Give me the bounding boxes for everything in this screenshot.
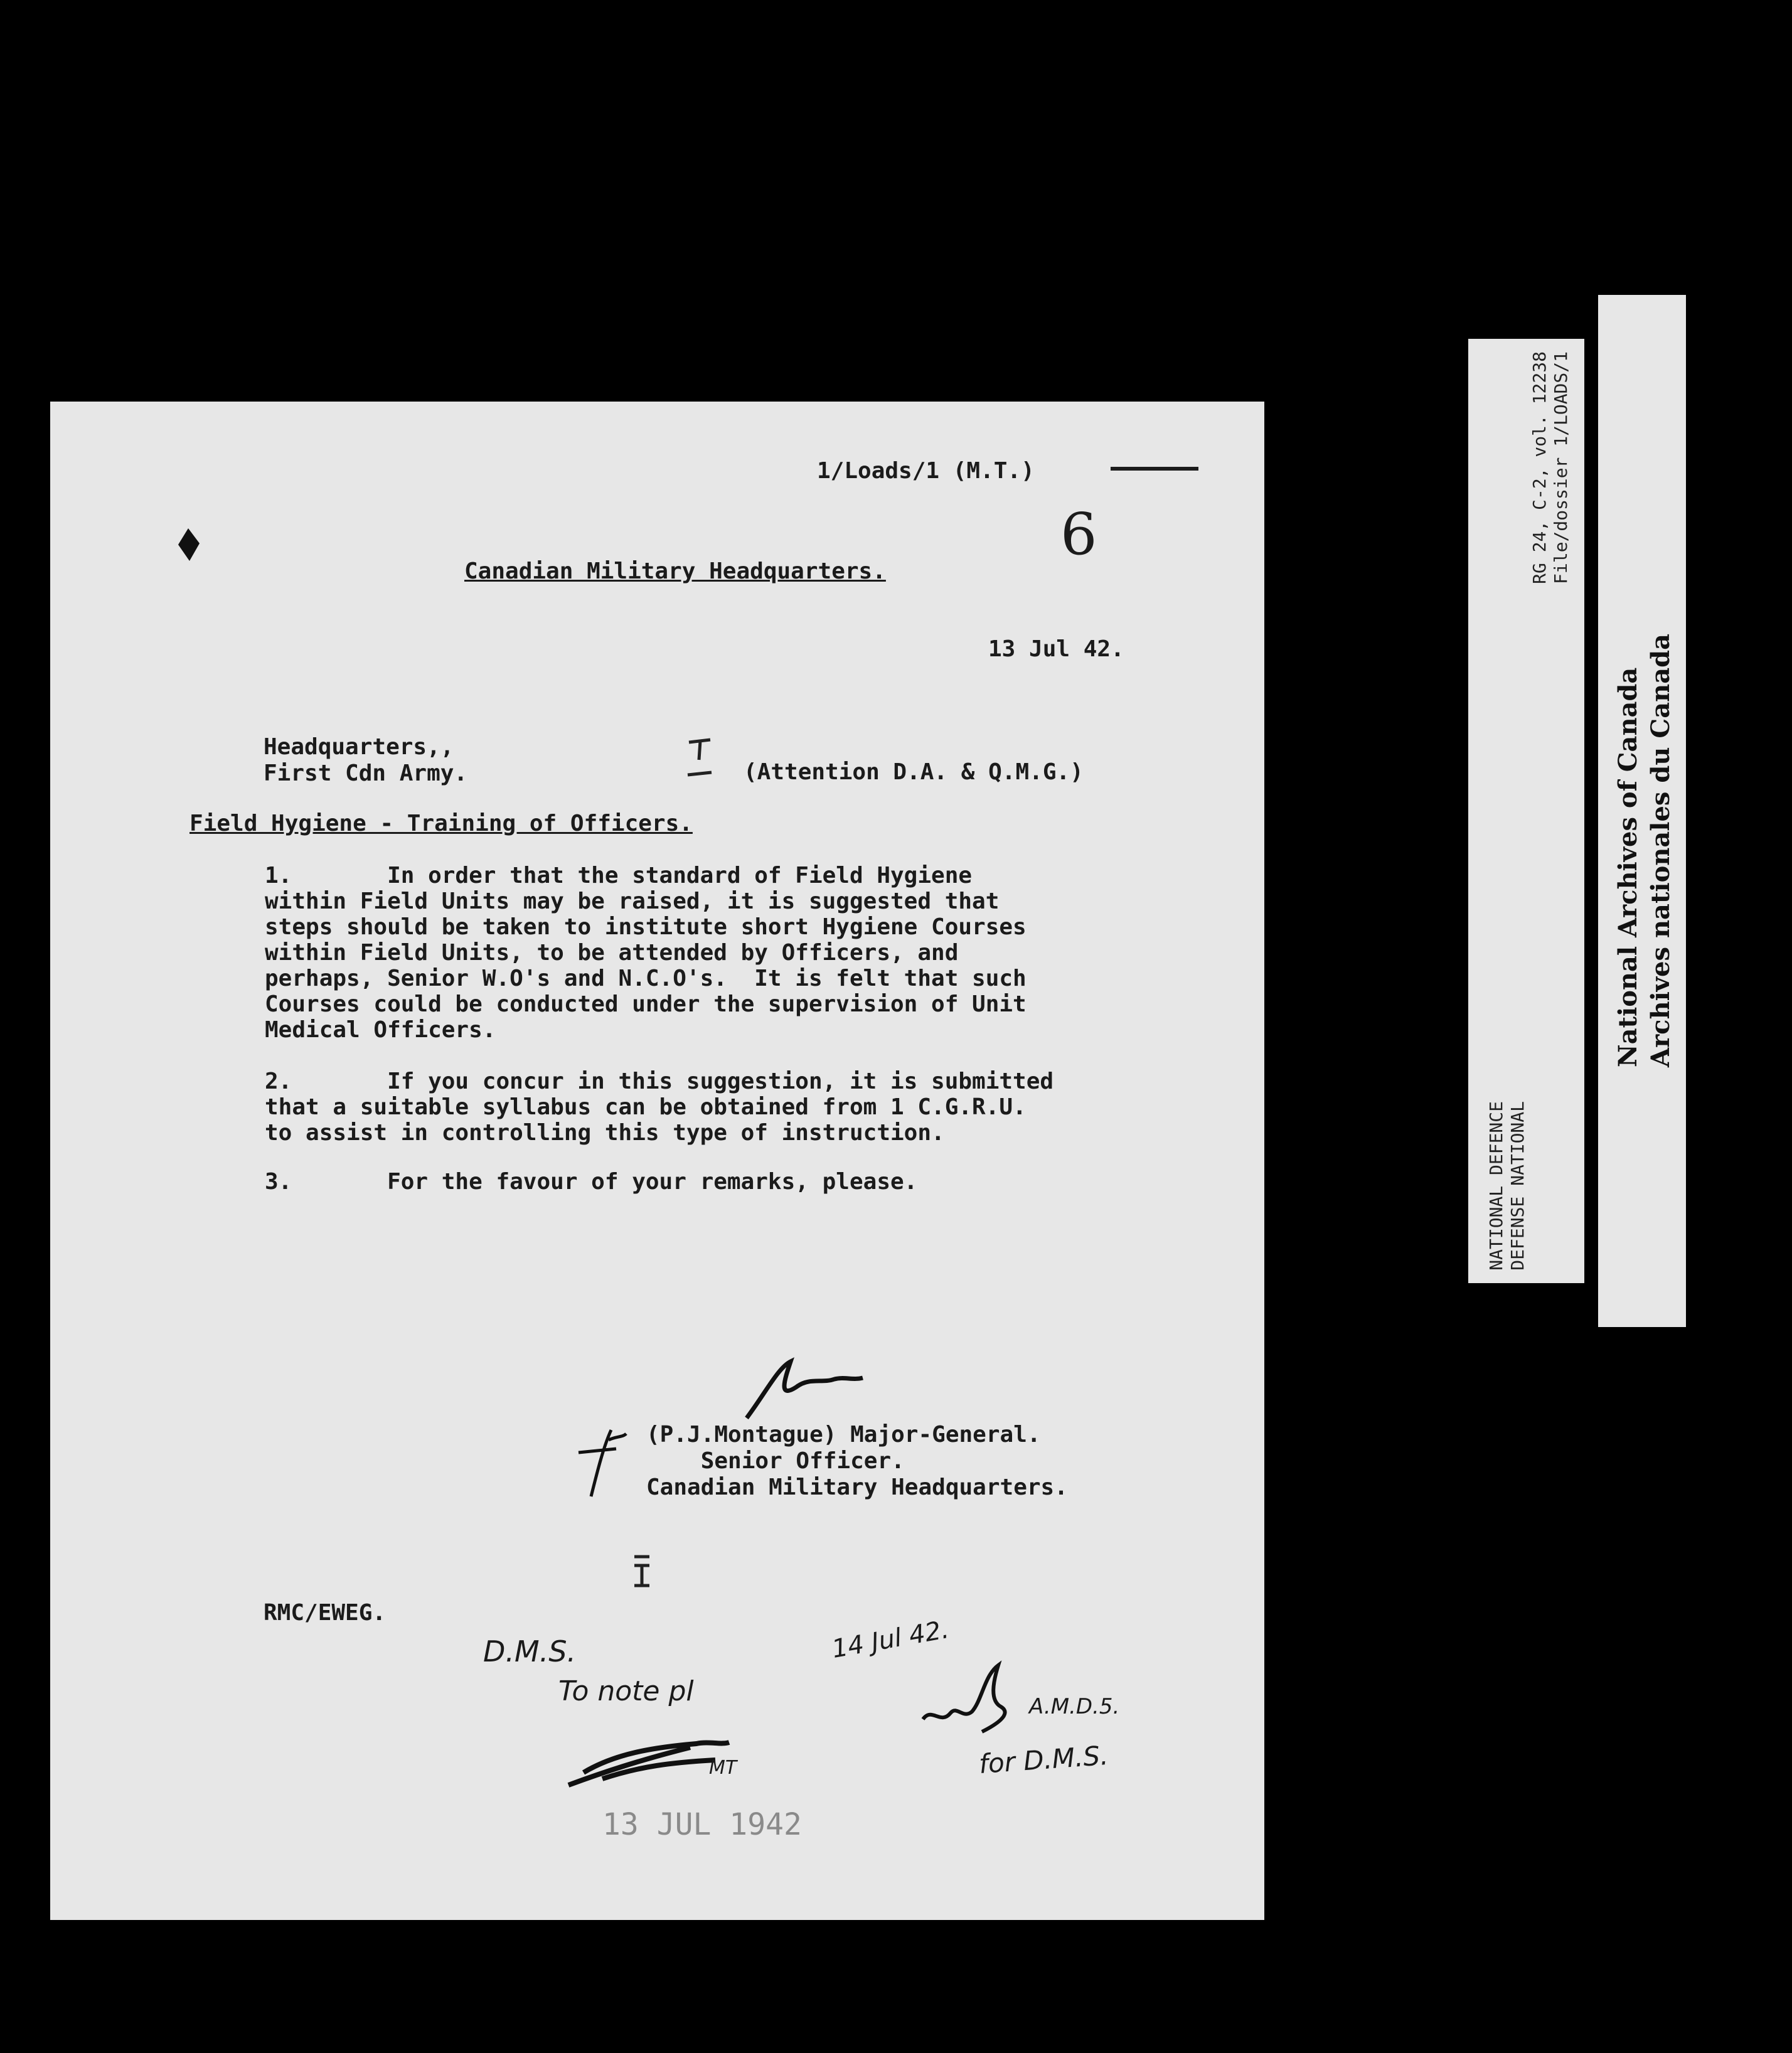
for-signature-mark (572, 1421, 629, 1503)
document-page (50, 402, 1264, 1920)
subject-line: Field Hygiene - Training of Officers. (189, 811, 693, 836)
addressee (264, 734, 467, 787)
ink-blot-mark (174, 527, 202, 562)
handwritten-to-note: To note pl (558, 1675, 694, 1707)
reference-rule (1111, 467, 1198, 471)
letter-date: 13 Jul 42. (988, 636, 1124, 662)
signature-block: (P.J.Montague) Major-General. Senior Officer. Canadian Military Headquarters. (646, 1422, 1068, 1500)
archive-reference-label (1468, 339, 1584, 1283)
handwritten-for-dms: for D.M.S. (978, 1739, 1109, 1780)
handwritten-signature-amds (919, 1656, 1032, 1738)
signature-initials (740, 1355, 866, 1424)
handwritten-amds: A.M.D.5. (1029, 1694, 1120, 1719)
handwritten-date: 14 Jul 42. (829, 1615, 951, 1664)
handwritten-t-mark (685, 737, 714, 781)
folio-number: 6 (1060, 501, 1097, 568)
department-text: NATIONAL DEFENCE DEFENSE NATIONAL (1486, 1101, 1528, 1271)
addressee-line-1: Headquarters,, (264, 734, 454, 760)
letterhead-heading: Canadian Military Headquarters. (464, 558, 886, 584)
archives-name-text: National Archives of Canada Archives nationales du Canada (1613, 634, 1675, 1067)
file-reference: 1/Loads/1 (M.T.) (817, 458, 1035, 484)
paragraph-1: 1. In order that the standard of Field Hygiene within Field Units may be raised, it is suggested that steps should be taken to institute short Hygiene Courses within Field Units, to be attended by Officers, and perhaps, Senior W.O's and N.C.O's. It is felt that such Courses could be conducted under the supervision of Unit Medical Officers. (265, 863, 1027, 1043)
handwritten-dms: D.M.S. (483, 1634, 577, 1668)
paragraph-3: 3. For the favour of your remarks, please. (265, 1169, 918, 1195)
archive-reference-text: RG 24, C-2, vol. 12238 File/dossier 1/LOADS/1 (1529, 351, 1571, 584)
enclosure-mark (631, 1553, 653, 1591)
attention-line: (Attention D.A. & Q.M.G.) (744, 759, 1084, 785)
archives-label (1598, 295, 1686, 1327)
reference-code: RMC/EWEG. (264, 1600, 387, 1626)
paragraph-2: 2. If you concur in this suggestion, it is submitted that a suitable syllabus can be obtained from 1 C.G.R.U. to assist in controlling this type of instruction. (265, 1069, 1054, 1146)
received-date-stamp: 13 JUL 1942 (602, 1807, 802, 1842)
addressee-line-2: First Cdn Army. (264, 760, 468, 786)
handwritten-mt: MT (709, 1757, 737, 1779)
